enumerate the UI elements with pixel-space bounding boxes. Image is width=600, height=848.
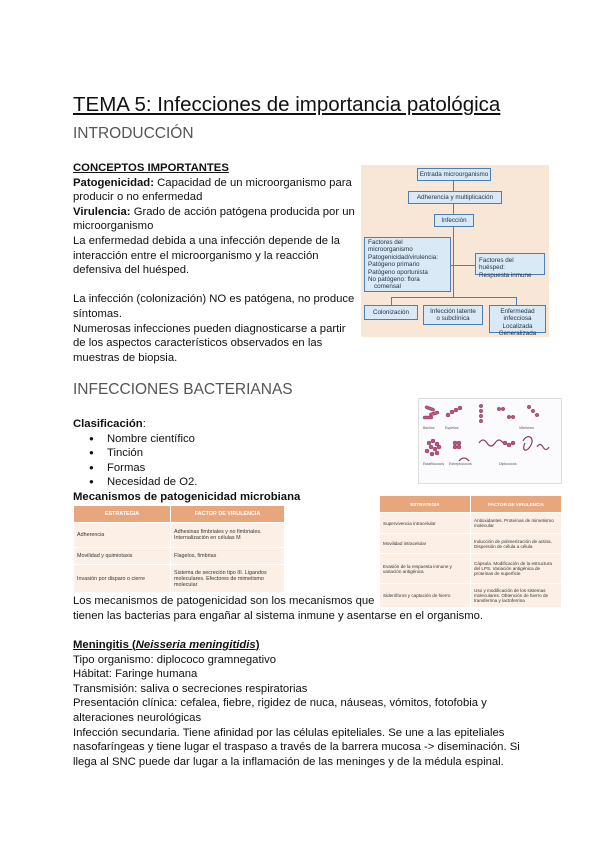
table-cell: Sideróforos y captación de hierro [380,584,471,608]
table-row [380,534,562,554]
paragraph-line: nasofaríngeas y tiene lugar el traspaso a través de la barrera mucosa -> diseminación. Si [73,741,520,754]
bacteria-shapes-illustration [419,399,561,483]
diagram-enfermedad-box [489,305,546,338]
patogenicidad-line [73,176,358,191]
list-item: ● Formas [89,461,373,476]
table-cell: Movilidad intracelular [380,534,471,554]
paragraph-line: llega al SNC puede dar lugar a la inflamación de las meninges y de la médula espinal. [73,755,504,768]
table-cell: Antioxidantes. Proteínas de mimetismo molecular [471,513,562,534]
diagram-line: Generalizada [498,330,537,338]
figure-caption: Estafilococos [423,462,445,466]
table-row [74,565,285,593]
diagram-line: Infección latente [430,308,476,315]
table-row [380,554,562,584]
virulencia-line-2: microorganismo [73,220,154,233]
table-row [380,513,562,534]
virulencia-def: Grado de acción patógena producida por un [130,205,355,218]
paragraph-line: Hábitat: Faringe humana [73,668,198,681]
virulence-table-1 [73,505,285,593]
figure-caption: Espirilos [445,426,459,430]
list-item: ● Tinción [89,446,373,461]
intro-text-block [73,161,358,365]
diagram-line: comensal [374,283,401,291]
bacteria-shapes-figure [418,398,562,484]
table-cell: Adhesinas fimbriales y no fimbriales. Internalización en células M [171,523,285,548]
virulencia-line [73,205,358,220]
paragraph-line: Los mecanismos de patogenicidad son los mecanismos que [73,595,375,607]
diagram-line: Factores del [368,239,403,246]
paragraph-line: La infección (colonización) NO es patógena, no produce [73,293,355,306]
clasificacion-list [89,432,373,490]
infection-flow-diagram [361,165,549,337]
paragraph-line: Infección secundaria. Tiene afinidad por las células epiteliales. Se une a las epiteliales [73,726,505,739]
diagram-factores-microorganismo-box [364,237,451,292]
diagram-line: Factores del huésped: [479,257,514,272]
list-item: ● Nombre científico [89,432,373,447]
diagram-line: Enfermedad infecciosa [500,308,535,323]
table-cell: Sistema de secreción tipo III. Ligandos moleculares. Efectores de mimetismo molecular [171,565,285,593]
mecanismos-summary [73,594,573,623]
meningitis-heading-prefix: Meningitis ( [73,639,136,651]
table-cell: Flagelos, fimbrias [171,548,285,565]
table-cell: Cápsula. Modificación de la estructura del LPS. Variación antigénica de proteínas de superficie [471,554,562,584]
diagram-adherencia-box: Adherencia y multiplicación [408,191,502,204]
table-cell: Movilidad y quimiotaxis [74,548,171,565]
paragraph-line: tienen las bacterias para engañar al sistema inmune y asentarse en el organismo. [73,609,484,622]
paragraph-line: La enfermedad debida a una infección depende de la [73,234,340,247]
clasificacion-label: Clasificación [73,418,143,430]
table-cell: Adherencia [74,523,171,548]
table-cell: Supervivencia intracelular [380,513,471,534]
paragraph-line: de los aspectos característicos observados en las [73,337,323,350]
table-row [74,523,285,548]
paragraph-line: muestras de biopsia. [73,351,178,364]
figure-caption: Bacilos [423,426,435,430]
diagram-infeccion-box: Infección [434,214,474,227]
page-title: TEMA 5: Infecciones de importancia patológica [73,93,501,116]
table-header: FACTOR DE VIRULENCIA [471,496,562,513]
table-cell: Evasión de la respuesta inmune y variación antigénica [380,554,471,584]
diagram-line: Respuesta inmune [479,271,532,279]
table-row [74,548,285,565]
virulence-table-2 [379,495,562,608]
diagram-line: microorganismo [368,246,413,254]
diagram-colonizacion-box: Colonización [364,305,418,320]
virulencia-term: Virulencia: [73,205,131,218]
section-heading-introduccion: INTRODUCCIÓN [73,125,194,142]
diagram-line: Patógeno primario [368,261,420,269]
paragraph-line: interacción entre el microorganismo y la reacción [73,249,319,262]
diagram-line: No patógeno: flora [368,276,420,284]
diagram-line: Localizada [502,322,533,330]
patogenicidad-def: Capacidad de un microorganismo para [153,176,352,189]
diagram-entrada-box: Entrada microorganismo [417,168,491,181]
figure-caption: Estreptococos [449,462,472,466]
meningitis-heading [73,638,573,653]
diagram-line: o subclínica [436,315,470,323]
figure-caption: Diplococos [499,462,517,466]
paragraph-line: Presentación clínica: cefalea, fiebre, rigidez de nuca, náuseas, vómitos, fotofobia y [73,697,487,710]
table-cell: Invasión por disparo o cierre [74,565,171,593]
mecanismos-heading: Mecanismos de patogenicidad microbiana [73,490,301,503]
table-cell: Inducción de polimerización de actina. Dispersión de célula a célula [471,534,562,554]
table-cell: Uso y modificación de los sistemas moleculares. Obtención de hierro de transferrina y lactoferrina [471,584,562,608]
diagram-line: Patógeno oportunista [368,268,428,276]
clasificacion-block [73,417,373,505]
clasificacion-colon: : [142,418,146,430]
paragraph-line: defensiva del huésped. [73,264,190,277]
table-header: FACTOR DE VIRULENCIA [171,506,285,523]
clasificacion-line [73,417,373,432]
paragraph-line: Transmisión: saliva o secreciones respiratorias [73,682,308,695]
paragraph-line: alteraciones neurológicas [73,711,202,724]
list-item: ● Necesidad de O2. [89,475,373,490]
meningitis-species: Neisseria meningitidis [135,639,256,651]
diagram-factores-huesped-box [475,253,545,279]
meningitis-block [73,638,573,769]
concepts-heading: CONCEPTOS IMPORTANTES [73,162,229,174]
diagram-line: Patogenicidad/virulencia: [368,253,439,261]
paragraph-line: Numerosas infecciones pueden diagnosticarse a partir [73,322,346,335]
figure-caption: Vibriones [519,426,534,430]
table-header: ESTRATEGIA [380,496,471,513]
patogenicidad-term: Patogenicidad: [73,176,154,189]
meningitis-heading-suffix: ) [255,639,260,651]
diagram-latente-box [423,305,483,325]
section-heading-infecciones-bacterianas: INFECCIONES BACTERIANAS [73,381,293,398]
paragraph-line: síntomas. [73,307,122,320]
patogenicidad-line-2: producir o no enfermedad [73,191,203,204]
paragraph-line: Tipo organismo: diplococo gramnegativo [73,653,277,666]
table-header: ESTRATEGIA [74,506,171,523]
